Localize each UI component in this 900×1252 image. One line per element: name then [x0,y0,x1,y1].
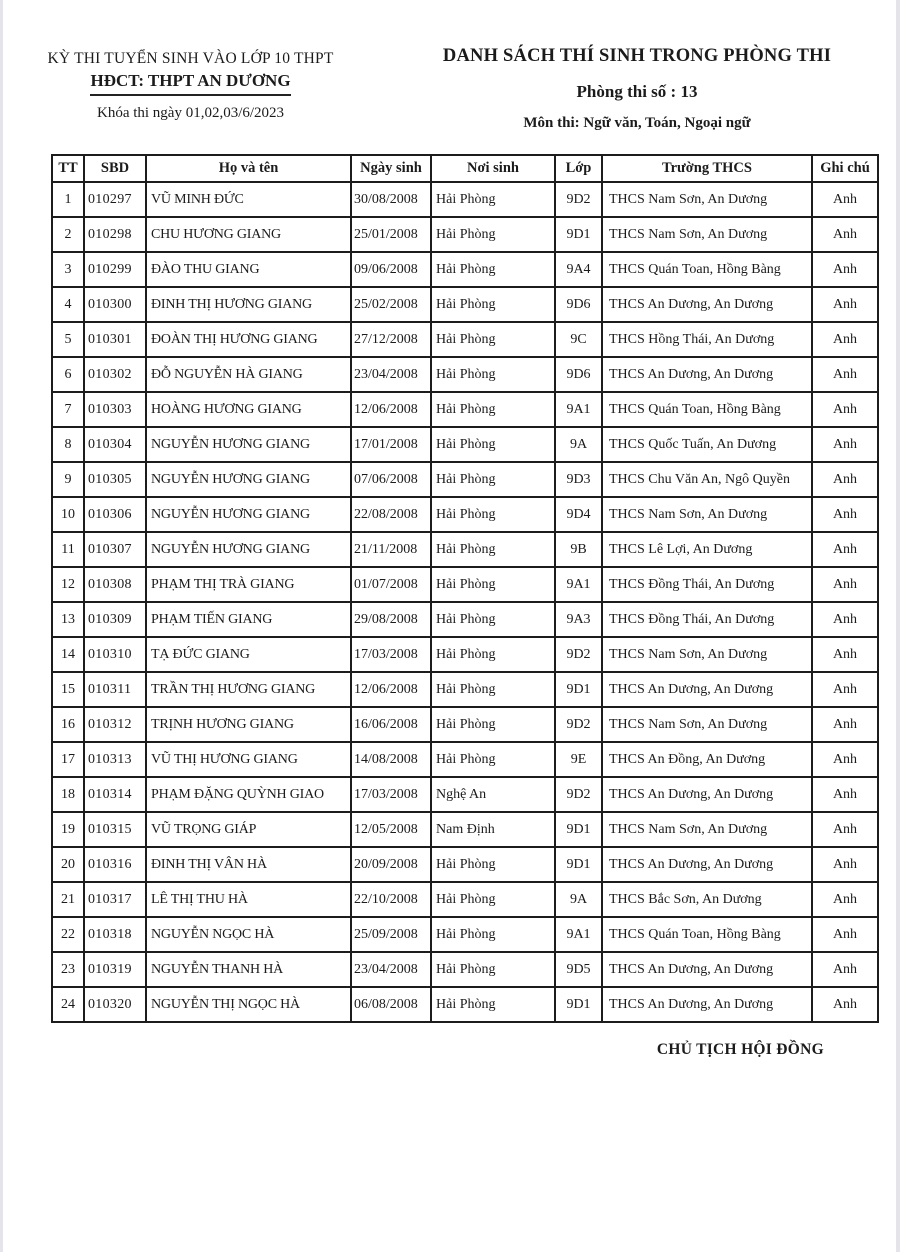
table-cell: NGUYỄN THỊ NGỌC HÀ [146,987,351,1022]
column-header-tt: TT [52,155,84,182]
table-cell: 7 [52,392,84,427]
table-cell: Anh [812,707,878,742]
table-cell: NGUYỄN NGỌC HÀ [146,917,351,952]
table-cell: 9D5 [555,952,602,987]
table-cell: THCS Quán Toan, Hồng Bàng [602,917,812,952]
table-cell: Anh [812,252,878,287]
table-cell: Hải Phòng [431,217,555,252]
table-cell: 20/09/2008 [351,847,431,882]
table-cell: 29/08/2008 [351,602,431,637]
table-cell: Anh [812,357,878,392]
table-cell: THCS An Dương, An Dương [602,987,812,1022]
table-cell: 2 [52,217,84,252]
table-cell: 9A1 [555,917,602,952]
column-header-pob: Nơi sinh [431,155,555,182]
table-cell: 010317 [84,882,146,917]
header-right-block [378,46,896,132]
table-cell: THCS Quán Toan, Hồng Bàng [602,252,812,287]
table-cell: Hải Phòng [431,532,555,567]
table-cell: 9A [555,882,602,917]
table-row [52,707,878,742]
table-cell: 010297 [84,182,146,217]
table-cell: Anh [812,847,878,882]
table-row [52,742,878,777]
table-cell: Anh [812,672,878,707]
table-row [52,777,878,812]
table-row [52,357,878,392]
table-cell: Hải Phòng [431,707,555,742]
table-cell: 17/03/2008 [351,777,431,812]
table-cell: 01/07/2008 [351,567,431,602]
table-cell: Hải Phòng [431,357,555,392]
table-cell: Anh [812,182,878,217]
table-cell: 14 [52,637,84,672]
table-cell: 010303 [84,392,146,427]
table-row [52,847,878,882]
column-header-note: Ghi chú [812,155,878,182]
table-row [52,637,878,672]
table-cell: 010319 [84,952,146,987]
table-cell: THCS Nam Sơn, An Dương [602,812,812,847]
table-cell: VŨ TRỌNG GIÁP [146,812,351,847]
table-cell: 16 [52,707,84,742]
table-cell: 23 [52,952,84,987]
table-cell: 9D2 [555,182,602,217]
table-cell: Hải Phòng [431,252,555,287]
table-cell: 9D6 [555,357,602,392]
table-cell: 9A1 [555,567,602,602]
table-cell: NGUYỄN HƯƠNG GIANG [146,497,351,532]
table-cell: THCS Nam Sơn, An Dương [602,637,812,672]
table-cell: Anh [812,322,878,357]
table-cell: Hải Phòng [431,742,555,777]
table-cell: 010308 [84,567,146,602]
table-cell: 9E [555,742,602,777]
table-cell: ĐINH THỊ VÂN HÀ [146,847,351,882]
table-cell: Hải Phòng [431,637,555,672]
table-cell: THCS Nam Sơn, An Dương [602,497,812,532]
table-cell: 9D3 [555,462,602,497]
table-cell: Nghệ An [431,777,555,812]
table-cell: 9D2 [555,777,602,812]
table-body [52,182,878,1022]
table-cell: THCS An Dương, An Dương [602,672,812,707]
table-cell: 010311 [84,672,146,707]
table-cell: 27/12/2008 [351,322,431,357]
table-cell: 010318 [84,917,146,952]
exam-subjects: Môn thi: Ngữ văn, Toán, Ngoại ngữ [523,115,751,131]
table-cell: THCS An Dương, An Dương [602,952,812,987]
table-cell: THCS Quốc Tuấn, An Dương [602,427,812,462]
table-row [52,182,878,217]
table-cell: 010305 [84,462,146,497]
table-cell: PHẠM THỊ TRÀ GIANG [146,567,351,602]
table-cell: 010312 [84,707,146,742]
table-cell: THCS Lê Lợi, An Dương [602,532,812,567]
table-cell: 13 [52,602,84,637]
table-cell: NGUYỄN THANH HÀ [146,952,351,987]
column-header-sbd: SBD [84,155,146,182]
table-cell: Anh [812,637,878,672]
table-cell: 010316 [84,847,146,882]
table-cell: Hải Phòng [431,602,555,637]
table-cell: NGUYỄN HƯƠNG GIANG [146,532,351,567]
table-cell: PHẠM TIẾN GIANG [146,602,351,637]
table-row [52,602,878,637]
table-cell: Hải Phòng [431,952,555,987]
table-cell: Hải Phòng [431,847,555,882]
table-cell: THCS Chu Văn An, Ngô Quyền [602,462,812,497]
table-cell: 9D2 [555,637,602,672]
table-cell: THCS Nam Sơn, An Dương [602,707,812,742]
table-cell: THCS Nam Sơn, An Dương [602,182,812,217]
table-cell: 3 [52,252,84,287]
table-cell: PHẠM ĐẶNG QUỲNH GIAO [146,777,351,812]
table-cell: THCS An Dương, An Dương [602,357,812,392]
table-cell: Hải Phòng [431,497,555,532]
table-cell: VŨ THỊ HƯƠNG GIANG [146,742,351,777]
table-cell: THCS Hồng Thái, An Dương [602,322,812,357]
table-cell: 11 [52,532,84,567]
table-cell: Anh [812,777,878,812]
table-cell: 4 [52,287,84,322]
table-header-row [52,155,878,182]
table-cell: 9D6 [555,287,602,322]
column-header-school: Trường THCS [602,155,812,182]
table-cell: 1 [52,182,84,217]
table-cell: 010307 [84,532,146,567]
table-cell: THCS Đồng Thái, An Dương [602,602,812,637]
table-cell: Hải Phòng [431,182,555,217]
table-row [52,987,878,1022]
table-cell: Anh [812,602,878,637]
table-cell: Anh [812,952,878,987]
table-cell: Anh [812,917,878,952]
candidate-table [51,154,879,1023]
table-cell: 25/02/2008 [351,287,431,322]
table-cell: 06/08/2008 [351,987,431,1022]
table-cell: 9B [555,532,602,567]
room-number: Phòng thi số : 13 [576,82,698,101]
table-cell: 21/11/2008 [351,532,431,567]
table-cell: Nam Định [431,812,555,847]
table-cell: 9C [555,322,602,357]
table-cell: Anh [812,567,878,602]
table-cell: 19 [52,812,84,847]
table-cell: THCS An Dương, An Dương [602,777,812,812]
signature-title: CHỦ TỊCH HỘI ĐỒNG [656,1041,824,1058]
table-cell: 9D1 [555,217,602,252]
table-cell: 010299 [84,252,146,287]
table-cell: THCS Quán Toan, Hồng Bàng [602,392,812,427]
table-cell: 010314 [84,777,146,812]
table-cell: 010304 [84,427,146,462]
table-row [52,322,878,357]
table-cell: 17/03/2008 [351,637,431,672]
table-cell: 010302 [84,357,146,392]
table-cell: 9D1 [555,987,602,1022]
table-cell: 9A3 [555,602,602,637]
table-cell: 17/01/2008 [351,427,431,462]
table-cell: 010306 [84,497,146,532]
table-cell: 15 [52,672,84,707]
table-row [52,567,878,602]
table-cell: 20 [52,847,84,882]
table-header [52,155,878,182]
table-cell: ĐỖ NGUYỄN HÀ GIANG [146,357,351,392]
header-left-block [3,46,378,122]
table-cell: 09/06/2008 [351,252,431,287]
table-cell: THCS An Đồng, An Dương [602,742,812,777]
table-cell: 010309 [84,602,146,637]
table-cell: Anh [812,882,878,917]
table-cell: ĐÀO THU GIANG [146,252,351,287]
table-cell: Anh [812,392,878,427]
table-cell: Anh [812,217,878,252]
table-cell: 07/06/2008 [351,462,431,497]
table-cell: Anh [812,812,878,847]
table-cell: 9D1 [555,847,602,882]
table-cell: 010300 [84,287,146,322]
table-cell: THCS An Dương, An Dương [602,287,812,322]
table-cell: 12/06/2008 [351,672,431,707]
table-cell: 30/08/2008 [351,182,431,217]
document-header [3,46,896,132]
table-row [52,917,878,952]
table-row [52,812,878,847]
table-cell: Anh [812,427,878,462]
table-cell: CHU HƯƠNG GIANG [146,217,351,252]
table-cell: Anh [812,497,878,532]
table-row [52,287,878,322]
table-cell: TRỊNH HƯƠNG GIANG [146,707,351,742]
table-cell: NGUYỄN HƯƠNG GIANG [146,462,351,497]
table-cell: 9A1 [555,392,602,427]
table-row [52,252,878,287]
table-cell: ĐINH THỊ HƯƠNG GIANG [146,287,351,322]
council-name: HĐCT: THPT AN DƯƠNG [3,71,378,96]
table-row [52,672,878,707]
table-cell: Anh [812,742,878,777]
table-cell: Hải Phòng [431,287,555,322]
table-cell: Hải Phòng [431,322,555,357]
table-row [52,462,878,497]
table-cell: 25/01/2008 [351,217,431,252]
table-cell: Hải Phòng [431,917,555,952]
table-cell: 23/04/2008 [351,357,431,392]
table-cell: Hải Phòng [431,672,555,707]
table-cell: 14/08/2008 [351,742,431,777]
table-cell: THCS Bắc Sơn, An Dương [602,882,812,917]
table-cell: 21 [52,882,84,917]
exam-dates: Khóa thi ngày 01,02,03/6/2023 [96,105,285,121]
table-cell: 17 [52,742,84,777]
table-cell: Hải Phòng [431,987,555,1022]
table-cell: 010320 [84,987,146,1022]
table-cell: Hải Phòng [431,567,555,602]
table-cell: Anh [812,462,878,497]
table-cell: TẠ ĐỨC GIANG [146,637,351,672]
table-cell: Anh [812,532,878,567]
exam-name: KỲ THI TUYỂN SINH VÀO LỚP 10 THPT [47,50,334,67]
table-cell: HOÀNG HƯƠNG GIANG [146,392,351,427]
table-cell: THCS Đồng Thái, An Dương [602,567,812,602]
table-cell: 8 [52,427,84,462]
table-cell: Anh [812,287,878,322]
table-cell: 9D1 [555,812,602,847]
table-row [52,217,878,252]
table-row [52,392,878,427]
table-cell: 010313 [84,742,146,777]
table-row [52,532,878,567]
table-cell: 010310 [84,637,146,672]
table-row [52,497,878,532]
table-cell: 010301 [84,322,146,357]
column-header-name: Họ và tên [146,155,351,182]
table-cell: LÊ THỊ THU HÀ [146,882,351,917]
table-cell: 18 [52,777,84,812]
table-cell: 10 [52,497,84,532]
table-cell: 25/09/2008 [351,917,431,952]
table-row [52,882,878,917]
table-cell: Hải Phòng [431,462,555,497]
table-cell: Hải Phòng [431,392,555,427]
table-cell: TRẦN THỊ HƯƠNG GIANG [146,672,351,707]
table-cell: 22/08/2008 [351,497,431,532]
table-cell: 6 [52,357,84,392]
table-cell: 22/10/2008 [351,882,431,917]
table-cell: VŨ MINH ĐỨC [146,182,351,217]
table-cell: Hải Phòng [431,427,555,462]
table-cell: 9D4 [555,497,602,532]
table-cell: 16/06/2008 [351,707,431,742]
table-cell: 9A [555,427,602,462]
table-cell: 010298 [84,217,146,252]
table-cell: 22 [52,917,84,952]
table-row [52,952,878,987]
table-cell: 9 [52,462,84,497]
table-cell: THCS Nam Sơn, An Dương [602,217,812,252]
column-header-class: Lớp [555,155,602,182]
table-cell: 9A4 [555,252,602,287]
table-cell: THCS An Dương, An Dương [602,847,812,882]
table-cell: ĐOÀN THỊ HƯƠNG GIANG [146,322,351,357]
list-title: DANH SÁCH THÍ SINH TRONG PHÒNG THI [442,46,832,66]
table-cell: NGUYỄN HƯƠNG GIANG [146,427,351,462]
table-cell: 010315 [84,812,146,847]
table-cell: Anh [812,987,878,1022]
column-header-dob: Ngày sinh [351,155,431,182]
table-cell: 5 [52,322,84,357]
table-row [52,427,878,462]
table-cell: 24 [52,987,84,1022]
table-cell: Hải Phòng [431,882,555,917]
table-cell: 9D2 [555,707,602,742]
table-cell: 23/04/2008 [351,952,431,987]
table-cell: 12 [52,567,84,602]
table-cell: 9D1 [555,672,602,707]
table-cell: 12/05/2008 [351,812,431,847]
table-cell: 12/06/2008 [351,392,431,427]
